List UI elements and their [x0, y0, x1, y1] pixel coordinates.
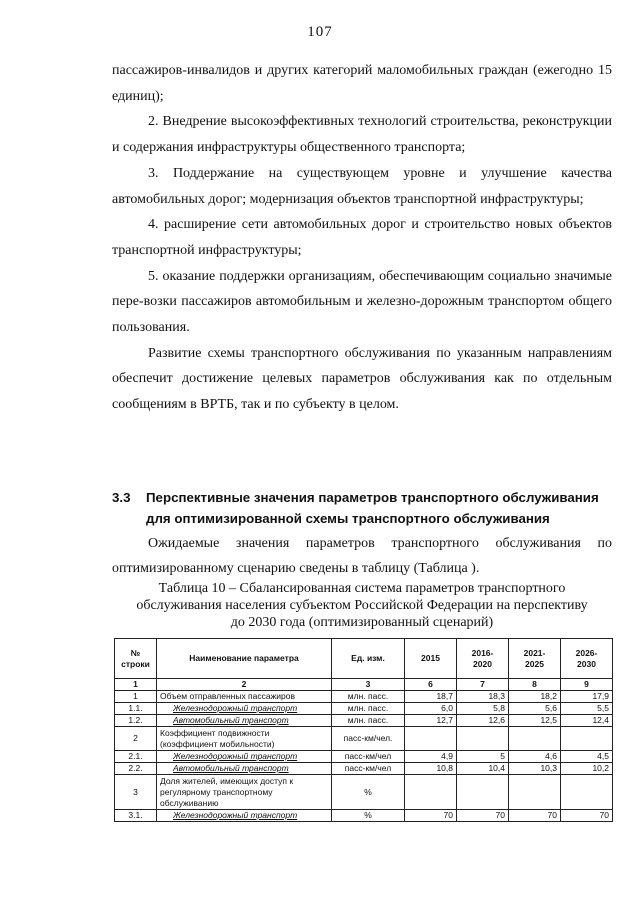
- value-2015: 18,7: [405, 691, 457, 703]
- table-row: [115, 775, 613, 810]
- index-cell: 3: [332, 679, 405, 691]
- paragraph-item-3: 3. Поддержание на существующем уровне и улучшение качества автомобильных дорог; модернизация объектов транспортной инфраструктуры;: [112, 165, 612, 207]
- row-number: 1.2.: [115, 715, 157, 727]
- parameter-name: [157, 751, 332, 763]
- value-2016-2020: 70: [457, 810, 509, 822]
- unit-cell: млн. пасс.: [332, 715, 405, 727]
- header-2016-2020: [457, 639, 509, 679]
- index-cell: 6: [405, 679, 457, 691]
- body-text: [112, 58, 612, 418]
- parameter-name: [157, 703, 332, 715]
- row-number: 1.1.: [115, 703, 157, 715]
- value-2016-2020: 10,4: [457, 763, 509, 775]
- section-title: Перспективные значения параметров транспортного обслуживания для оптимизированной схемы транспортного обслуживания: [146, 490, 599, 526]
- value-2026-2030: 10,2: [561, 763, 613, 775]
- value-2021-2025: [509, 727, 561, 751]
- header-unit: Ед. изм.: [332, 639, 405, 679]
- table-index-row: [115, 679, 613, 691]
- parameter-name: Доля жителей, имеющих доступ к регулярному транспортному обслуживанию: [157, 775, 332, 810]
- header-row-number-line-2: строки: [121, 658, 150, 669]
- paragraph-summary: Развитие схемы транспортного обслуживания по указанным направлениям обеспечит достижение целевых параметров обслуживания как по отдельным сообщениям в ВРТБ, так и по субъекту в целом.: [112, 345, 612, 413]
- value-2015: 6,0: [405, 703, 457, 715]
- paragraph-item-2: 2. Внедрение высокоэффективных технологий строительства, реконструкции и содержания инфраструктуры общественного транспорта;: [112, 114, 612, 156]
- value-2016-2020: [457, 727, 509, 751]
- row-number: 3: [115, 775, 157, 810]
- header-2021-2025: [509, 639, 561, 679]
- table-intro-text: Ожидаемые значения параметров транспортного обслуживания по оптимизированному сценарию сведены в таблицу (Таблица ).: [112, 536, 612, 576]
- table-row: [115, 715, 613, 727]
- index-cell: 8: [509, 679, 561, 691]
- row-number: 3.1.: [115, 810, 157, 822]
- parameter-name: [157, 715, 332, 727]
- table-caption-line-3: до 2030 года (оптимизированный сценарий): [230, 615, 494, 630]
- value-2021-2025: 4,6: [509, 751, 561, 763]
- unit-cell: пасс-км/чел.: [332, 727, 405, 751]
- header-2026-2030-line-1: 2026-: [575, 647, 598, 658]
- value-2015: 12,7: [405, 715, 457, 727]
- table-header-row: [115, 639, 613, 679]
- header-parameter-name: Наименование параметра: [157, 639, 332, 679]
- unit-cell: пасс-км/чел: [332, 751, 405, 763]
- value-2021-2025: 5,6: [509, 703, 561, 715]
- parameter-name-text: Железнодорожный транспорт: [173, 751, 298, 761]
- unit-cell: млн. пасс.: [332, 703, 405, 715]
- paragraph-continuation: пассажиров-инвалидов и других категорий маломобильных граждан (ежегодно 15 единиц);: [112, 63, 612, 104]
- value-2026-2030: 5,5: [561, 703, 613, 715]
- value-2021-2025: [509, 775, 561, 810]
- unit-cell: %: [332, 810, 405, 822]
- index-cell: 9: [561, 679, 613, 691]
- header-2026-2030-line-2: 2030: [577, 658, 596, 669]
- parameter-name-text: Железнодорожный транспорт: [173, 703, 298, 713]
- header-2021-2025-line-1: 2021-: [523, 647, 546, 658]
- value-2026-2030: [561, 775, 613, 810]
- header-2016-2020-line-2: 2020: [473, 658, 492, 669]
- header-row-number-line-1: №: [130, 647, 141, 658]
- value-2021-2025: 18,2: [509, 691, 561, 703]
- parameter-name-text: Автомобильный транспорт: [173, 715, 289, 725]
- table-row: [115, 691, 613, 703]
- table-row: [115, 763, 613, 775]
- value-2021-2025: 12,5: [509, 715, 561, 727]
- table-caption: [112, 580, 612, 631]
- index-cell: 2: [157, 679, 332, 691]
- value-2015: [405, 727, 457, 751]
- header-2026-2030: [561, 639, 613, 679]
- section-heading: [112, 487, 612, 529]
- header-2016-2020-line-1: 2016-: [471, 647, 494, 658]
- value-2016-2020: 12,6: [457, 715, 509, 727]
- row-number: 1: [115, 691, 157, 703]
- unit-cell: %: [332, 775, 405, 810]
- paragraph-item-5: 5. оказание поддержки организациям, обеспечивающим социально значимые пере-возки пассажиров автомобильным и железно-дорожным транспортом общего пользования.: [112, 268, 612, 336]
- value-2015: 70: [405, 810, 457, 822]
- unit-cell: пасс-км/чел: [332, 763, 405, 775]
- page-number: 107: [307, 24, 333, 40]
- value-2021-2025: 70: [509, 810, 561, 822]
- header-row-number: [115, 639, 157, 679]
- value-2016-2020: 18,3: [457, 691, 509, 703]
- row-number: 2: [115, 727, 157, 751]
- unit-cell: млн. пасс.: [332, 691, 405, 703]
- parameter-name: Коэффициент подвижности (коэффициент мобильности): [157, 727, 332, 751]
- value-2026-2030: 4,5: [561, 751, 613, 763]
- value-2016-2020: 5,8: [457, 703, 509, 715]
- parameters-table: [114, 638, 613, 822]
- value-2015: [405, 775, 457, 810]
- parameter-name: [157, 810, 332, 822]
- parameter-name: [157, 763, 332, 775]
- value-2026-2030: 17,9: [561, 691, 613, 703]
- value-2026-2030: 12,4: [561, 715, 613, 727]
- value-2015: 4,9: [405, 751, 457, 763]
- paragraph-item-4: 4. расширение сети автомобильных дорог и строительство новых объектов транспортной инфраструктуры;: [112, 217, 612, 258]
- row-number: 2.2.: [115, 763, 157, 775]
- table-intro: [112, 531, 612, 581]
- header-2015: 2015: [405, 639, 457, 679]
- index-cell: 7: [457, 679, 509, 691]
- parameter-name: Объем отправленных пассажиров: [157, 691, 332, 703]
- table-row: [115, 727, 613, 751]
- value-2021-2025: 10,3: [509, 763, 561, 775]
- value-2026-2030: [561, 727, 613, 751]
- table-caption-line-1: Таблица 10 – Сбалансированная система параметров транспортного: [158, 581, 566, 596]
- table-row: [115, 751, 613, 763]
- table-caption-line-2: обслуживания населения субъектом Российской Федерации на перспективу: [136, 598, 588, 613]
- value-2016-2020: 5: [457, 751, 509, 763]
- index-cell: 1: [115, 679, 157, 691]
- parameter-name-text: Железнодорожный транспорт: [173, 810, 298, 820]
- value-2026-2030: 70: [561, 810, 613, 822]
- row-number: 2.1.: [115, 751, 157, 763]
- header-2021-2025-line-2: 2025: [525, 658, 544, 669]
- table-row: [115, 810, 613, 822]
- table-row: [115, 703, 613, 715]
- value-2015: 10,8: [405, 763, 457, 775]
- parameter-name-text: Автомобильный транспорт: [173, 763, 289, 773]
- value-2016-2020: [457, 775, 509, 810]
- section-number: 3.3: [112, 490, 131, 505]
